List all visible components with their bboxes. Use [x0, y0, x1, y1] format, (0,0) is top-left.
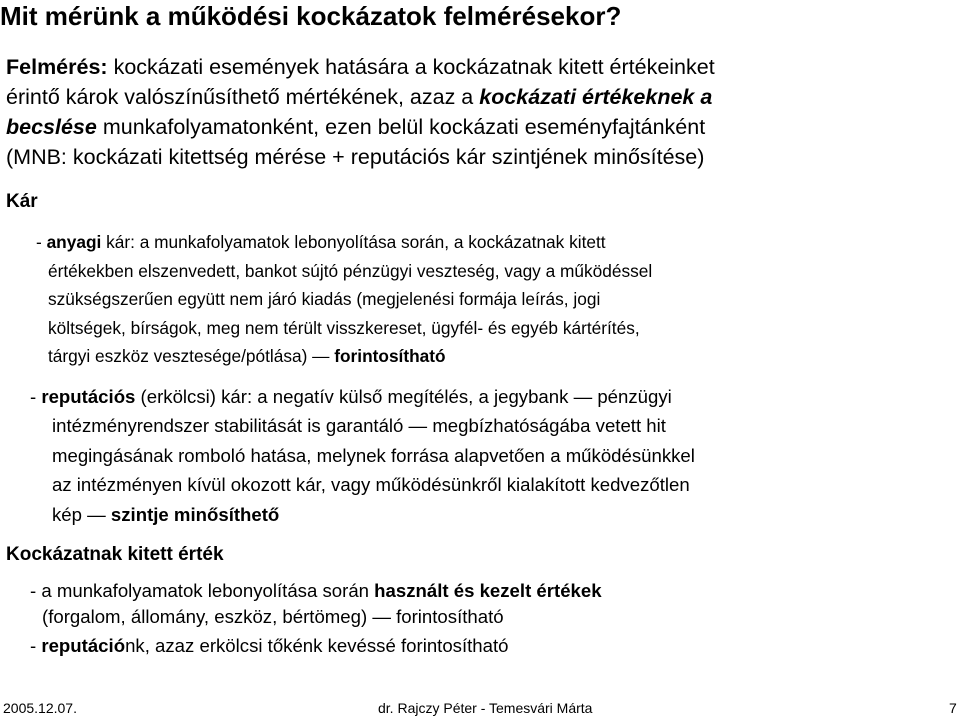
- footer-author: dr. Rajczy Péter - Temesvári Márta: [378, 700, 593, 716]
- intro-line: érintő károk valószínűsíthető mértékének, azaz a kockázati értékeknek a: [6, 85, 713, 109]
- kke-item-1: - a munkafolyamatok lebonyolítása során használt és kezelt értékek (forgalom, állomány, eszköz, bértömeg) — forintosítható: [30, 580, 602, 627]
- kar-heading: Kár: [6, 191, 38, 212]
- footer-date: 2005.12.07.: [3, 700, 77, 716]
- footer-page-number: 7: [949, 700, 957, 716]
- kke-item-2: - reputációnk, azaz erkölcsi tőkénk kevéssé forintosítható: [30, 635, 509, 656]
- reputacios-kar-item: - reputációs (erkölcsi) kár: a negatív külső megítélés, a jegybank — pénzügyi intézményrendszer stabilitását is garantáló — megbízhatóságába vetett hit megingásának romboló hatása, melynek forrása alapvetően a működésünkkel az intézményen kívül okozott kár, vagy működésünkről kialakított kedvezőtlen kép — szintje minősíthető: [30, 386, 695, 525]
- intro-paragraph: [6, 52, 715, 172]
- intro-line: Felmérés: kockázati események hatására a kockázatnak kitett értékeinket: [6, 55, 715, 79]
- kockazatnak-kitett-ertek-heading: Kockázatnak kitett érték: [6, 544, 224, 565]
- intro-line: becslése munkafolyamatonként, ezen belül kockázati eseményfajtánként: [6, 115, 706, 139]
- anyagi-kar-item: - anyagi kár: a munkafolyamatok lebonyolítása során, a kockázatnak kitett értékekben elszenvedett, bankot sújtó pénzügyi veszteség, vagy a működéssel szükségszerűen együtt nem járó kiadás (megjelenési formája leírás, jogi költségek, bírságok, meg nem térült visszkereset, ügyfél- és egyéb kártérítés, tárgyi eszköz vesztesége/pótlása) — forintosítható: [36, 232, 653, 367]
- intro-line: (MNB: kockázati kitettség mérése + reputációs kár szintjének minősítése): [6, 145, 705, 169]
- slide-title: Mit mérünk a működési kockázatok felmérésekor?: [0, 1, 622, 31]
